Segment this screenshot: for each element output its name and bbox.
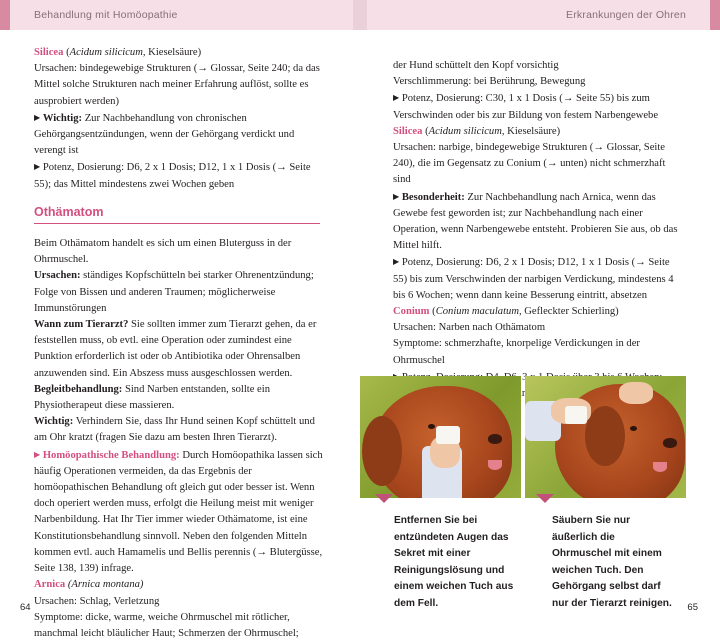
photo-caption-left: Entfernen Sie bei entzündeten Augen das Sekret mit einer Reinigungslösung und einem weichen Tuch aus dem Fell.: [394, 515, 514, 609]
dog-tongue-illustration: [488, 460, 502, 470]
dog-ear-illustration: [585, 406, 625, 466]
special-label: Besonderheit:: [401, 191, 465, 203]
vet-text: Sie sollten immer zum Tierarzt gehen, da er feststellen muss, ob evtl. eine Operation oder zumindest eine Punktion erforderlich ist oder ob Antibiotika oder Ohrensalben anzuwenden sind. Ein Abszess muss ausgeschlossen werden.: [34, 319, 317, 379]
photo-cleaning-ear: [525, 376, 686, 498]
arnica-symptoms: Symptome: dicke, warme, weiche Ohrmuschel mit rötlicher, manchmal leicht bläulicher Haut; Schmerzen der Ohrmuschel;: [34, 611, 299, 639]
silicea-important: [34, 110, 324, 160]
caption-pointer-left: [375, 494, 393, 503]
potency-text: Potenz, Dosierung: D6, 2 x 1 Dosis; D12, 1 x 1 Dosis (→ Seite 55); das Mittel mindestens zwei Wochen geben: [34, 162, 311, 190]
right-column: [393, 58, 685, 402]
bullet-triangle-icon: ▶: [393, 93, 400, 103]
othaematom-homeopathic: [34, 447, 324, 578]
arnica-potency: [393, 90, 685, 123]
remedy-common: Kieselsäure): [145, 47, 202, 58]
caption-pointer-right: [536, 494, 554, 503]
silicea-causes-right: Ursachen: narbige, bindegewebige Strukturen (→ Glossar, Seite 240), die im Gegensatz zu Conium (→ unten) nicht schmerzhaft sind: [393, 142, 666, 186]
dog-tongue-illustration: [653, 462, 667, 472]
conium-heading: Conium (Conium maculatum, Gefleckter Schierling): [393, 306, 619, 318]
support-text: Sind Narben entstanden, sollte ein Physiotherapeut diese massieren.: [34, 383, 271, 412]
othaematom-causes: [34, 268, 324, 317]
photo-cleaning-eye: [360, 376, 521, 498]
cloth-illustration: [436, 426, 460, 444]
header-tab-right: [710, 0, 720, 30]
remedy-name: Silicea: [393, 125, 423, 137]
header-gutter: [353, 0, 367, 30]
important2-text: Verhindern Sie, dass Ihr Hund seinen Kopf schüttelt und am Ohr kratzt (fragen Sie dazu am besten Ihren Tierarzt).: [34, 416, 315, 444]
silicea-heading-right: Silicea (Acidum silicicum, Kieselsäure): [393, 125, 561, 137]
potency-text: Potenz, Dosierung: D6, 2 x 1 Dosis; D12, 1 x 1 Dosis (→ Seite 55) bis zum Verschwinden der narbigen Verdickung, mindestens 4 bis 6 Wochen; wenn dann keine Besserung eintritt, absetzen: [393, 257, 674, 301]
hand-illustration: [619, 382, 653, 404]
potency-text: Potenz, Dosierung: C30, 1 x 1 Dosis (→ Seite 55) bis zum Verschwinden oder bis zur Bildung von festem Narbengewebe: [393, 93, 659, 121]
bullet-triangle-icon: ▶: [34, 449, 41, 459]
homeo-text: Durch Homöopathika lassen sich häufig Operationen vermeiden, da das Ergebnis der homöopathischen Behandlung oft gleich gut oder besser ist. Wenn doch operiert werden muss, erfolgt die Heilung meist mit weniger Narbenbildung. Hat Ihr Tier immer wieder Othämatome, ist eine Konstitutionsbehandlung sinnvoll. Neben den folgenden Mitteln kommen evtl. auch Hamamelis und Bellis perennis (→ Blutergüsse, Seite 138, 139) infrage.: [34, 449, 323, 575]
remedy-common: Kieselsäure): [504, 125, 561, 137]
conium-causes: Ursachen: Narben nach Othämatom: [393, 322, 546, 334]
arnica-symptoms-cont: der Hund schüttelt den Kopf vorsichtig: [393, 60, 559, 71]
left-column: [34, 45, 324, 642]
remedy-common: Gefleckter Schierling): [521, 306, 619, 318]
remedy-latin: (Arnica montana): [65, 579, 144, 591]
homeo-label: Homöopathische Behandlung:: [42, 449, 180, 461]
photo-caption-right: Säubern Sie nur äußerlich die Ohrmuschel mit einem weichen Tuch. Den Gehörgang selbst darf nur der Tierarzt reinigen.: [552, 515, 672, 609]
page-header: [0, 0, 720, 30]
important-text: Zur Nachbehandlung von chronischen Gehörgangsentzündungen, wenn der Gehörgang verdickt und verengt ist: [34, 112, 295, 157]
arnica-causes: Ursachen: Schlag, Verletzung: [34, 595, 160, 607]
remedy-latin: Conium maculatum,: [435, 306, 522, 318]
arnica-heading: [34, 577, 324, 593]
bullet-triangle-icon: ▶: [393, 191, 400, 201]
important-label: Wichtig:: [42, 112, 83, 124]
important2-label: Wichtig:: [34, 416, 74, 428]
othaematom-important: [34, 414, 324, 446]
section-title-othaematom: Othämatom: [34, 204, 104, 219]
special-text: Zur Nachbehandlung nach Arnica, wenn das Gewebe fest geworden ist; zur Nachbehandlung nach einer Operation, wenn Narbengewebe entsteht. Probieren Sie aus, ob das Mittel hilft.: [393, 191, 678, 252]
othaematom-vet: [34, 317, 324, 382]
header-left-title: Behandlung mit Homöopathie: [34, 9, 178, 21]
othaematom-intro: Beim Othämatom handelt es sich um einen Bluterguss in der Ohrmuschel.: [34, 238, 292, 266]
dog-eye-illustration: [428, 424, 435, 429]
dog-nose-illustration: [488, 434, 502, 444]
remedy-latin: Acidum silicicum,: [69, 47, 146, 58]
causes-label: Ursachen:: [34, 270, 81, 282]
silicea-special: [393, 189, 685, 255]
othaematom-support: [34, 382, 324, 414]
silicea-causes-left: Ursachen: bindegewebige Strukturen (→ Glossar, Seite 240; da das Mittel solche Strukturen nach meiner Erfahrung auflöst, sollte es ausprobiert werden): [34, 63, 320, 107]
remedy-name: Arnica: [34, 579, 66, 591]
dog-ear-illustration: [362, 416, 402, 486]
vet-label: Wann zum Tierarzt?: [34, 319, 129, 331]
remedy-name: Silicea: [34, 47, 64, 58]
dog-eye-illustration: [630, 426, 637, 431]
page-number-right: 65: [687, 602, 698, 613]
bullet-triangle-icon: ▶: [393, 257, 400, 267]
silicea-heading-left: Silicea (Acidum silicicum, Kieselsäure): [34, 47, 202, 58]
bullet-triangle-icon: ▶: [34, 162, 41, 172]
dog-nose-illustration: [663, 438, 677, 448]
causes-text: ständiges Kopfschütteln bei starker Ohrenentzündung; Folge von Bissen und anderen Traumen; möglicherweise Immunstörungen: [34, 270, 314, 314]
silicea-potency-right: [393, 254, 685, 304]
arnica-worse: Verschlimmerung: bei Berührung, Bewegung: [393, 76, 586, 88]
bullet-triangle-icon: ▶: [34, 112, 41, 122]
remedy-name: Conium: [393, 306, 430, 318]
cloth-illustration: [565, 406, 587, 424]
remedy-latin: Acidum silicicum,: [428, 125, 505, 137]
conium-symptoms: Symptome: schmerzhafte, knorpelige Verdickungen in der Ohrmuschel: [393, 338, 640, 366]
section-divider: [34, 223, 320, 224]
header-right-title: Erkrankungen der Ohren: [566, 9, 686, 21]
header-tab-left: [0, 0, 10, 30]
silicea-potency-left: [34, 159, 324, 192]
support-label: Begleitbehandlung:: [34, 383, 123, 395]
page-number-left: 64: [20, 602, 31, 613]
